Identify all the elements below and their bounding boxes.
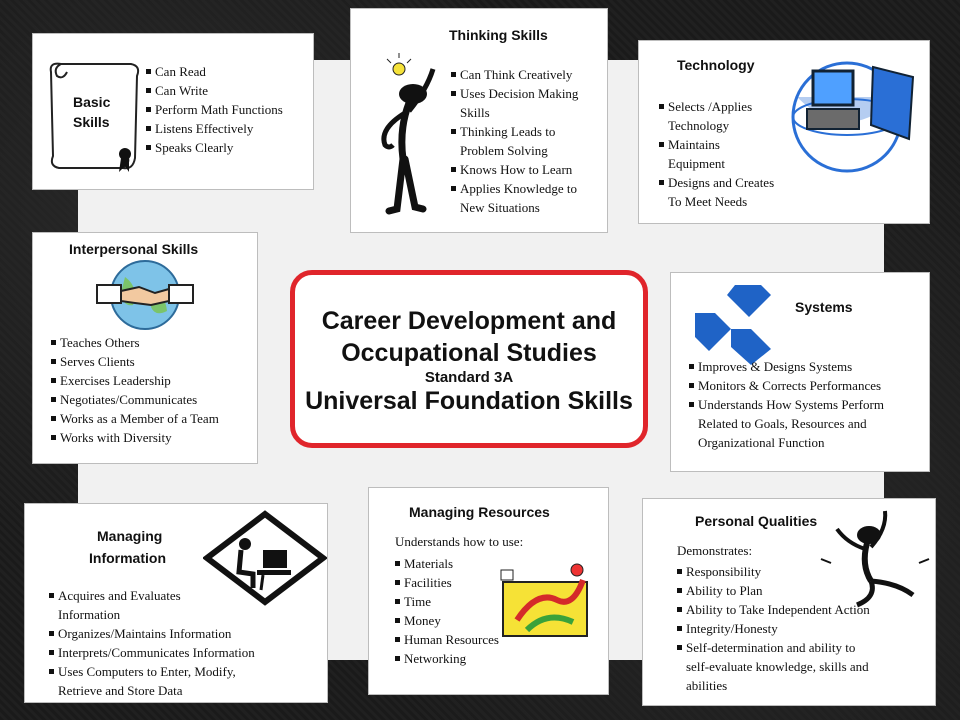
list-item: Knows How to Learn [451, 160, 578, 179]
list-item: Negotiates/Communicates [51, 390, 219, 409]
managing-resources-title: Managing Resources [409, 504, 550, 520]
list-item: Acquires and Evaluates Information [49, 586, 255, 624]
technology-title: Technology [677, 57, 755, 73]
list-item: Understands How Systems Perform Related to Goals, Resources and Organizational Function [689, 395, 884, 452]
list-item: Selects /Applies Technology [659, 97, 774, 135]
basic-skills-title-line2: Skills [73, 114, 110, 130]
technology-list [659, 97, 774, 211]
list-item: Human Resources [395, 630, 499, 649]
personal-qualities-intro: Demonstrates: [677, 543, 753, 558]
list-item: Integrity/Honesty [677, 619, 870, 638]
center-title-line2: Occupational Studies [341, 339, 597, 367]
managing-information-title-line2: Information [89, 550, 166, 566]
list-item: Ability to Take Independent Action [677, 600, 870, 619]
list-item: Can Write [146, 81, 283, 100]
managing-information-title-line1: Managing [97, 528, 163, 544]
basic-skills-title-line1: Basic [73, 94, 111, 110]
list-item: Thinking Leads to Problem Solving [451, 122, 578, 160]
center-title-line4: Universal Foundation Skills [305, 387, 633, 415]
thinker-figure-icon [369, 49, 449, 219]
thinking-skills-title: Thinking Skills [449, 27, 548, 43]
list-item: Maintains Equipment [659, 135, 774, 173]
list-item: Facilities [395, 573, 499, 592]
list-item: Can Read [146, 62, 283, 81]
personal-qualities-box [642, 498, 936, 706]
interpersonal-skills-list [51, 333, 219, 447]
managing-resources-box [368, 487, 609, 695]
list-item: Exercises Leadership [51, 371, 219, 390]
center-title-line1: Career Development and [321, 307, 617, 335]
list-item: Money [395, 611, 499, 630]
systems-box [670, 272, 930, 472]
systems-title: Systems [795, 299, 853, 315]
interpersonal-skills-box [32, 232, 258, 464]
list-item: Improves & Designs Systems [689, 357, 884, 376]
handshake-globe-icon [95, 257, 195, 333]
resources-juggler-icon [497, 560, 597, 640]
list-item: Self-determination and ability to self-evaluate knowledge, skills and abilities [677, 638, 870, 695]
list-item: Applies Knowledge to New Situations [451, 179, 578, 217]
interpersonal-skills-title: Interpersonal Skills [69, 241, 199, 257]
list-item: Monitors & Corrects Performances [689, 376, 884, 395]
systems-arrows-icon [691, 281, 775, 369]
list-item: Interprets/Communicates Information [49, 643, 255, 662]
center-title-frame [290, 270, 648, 448]
technology-box [638, 40, 930, 224]
list-item: Works with Diversity [51, 428, 219, 447]
list-item: Speaks Clearly [146, 138, 283, 157]
list-item: Perform Math Functions [146, 100, 283, 119]
list-item: Materials [395, 554, 499, 573]
list-item: Teaches Others [51, 333, 219, 352]
list-item: Responsibility [677, 562, 870, 581]
list-item: Serves Clients [51, 352, 219, 371]
list-item: Works as a Member of a Team [51, 409, 219, 428]
list-item: Networking [395, 649, 499, 668]
basic-skills-box [32, 33, 314, 190]
list-item: Ability to Plan [677, 581, 870, 600]
computer-globe-icon [777, 47, 925, 175]
list-item: Time [395, 592, 499, 611]
list-item: Organizes/Maintains Information [49, 624, 255, 643]
managing-resources-list [395, 554, 499, 668]
list-item: Designs and Creates To Meet Needs [659, 173, 774, 211]
center-standard-label: Standard 3A [424, 369, 514, 386]
systems-list [689, 357, 884, 452]
list-item: Uses Computers to Enter, Modify, Retrieve and Store Data [49, 662, 255, 700]
list-item: Listens Effectively [146, 119, 283, 138]
thinking-skills-box [350, 8, 608, 233]
managing-information-box [24, 503, 328, 703]
personal-qualities-list [677, 562, 870, 695]
personal-qualities-title: Personal Qualities [695, 513, 818, 529]
managing-information-list [49, 586, 255, 700]
list-item: Can Think Creatively [451, 65, 578, 84]
basic-skills-list [146, 62, 283, 157]
managing-resources-intro: Understands how to use: [395, 534, 524, 549]
thinking-skills-list [451, 65, 578, 217]
list-item: Uses Decision Making Skills [451, 84, 578, 122]
